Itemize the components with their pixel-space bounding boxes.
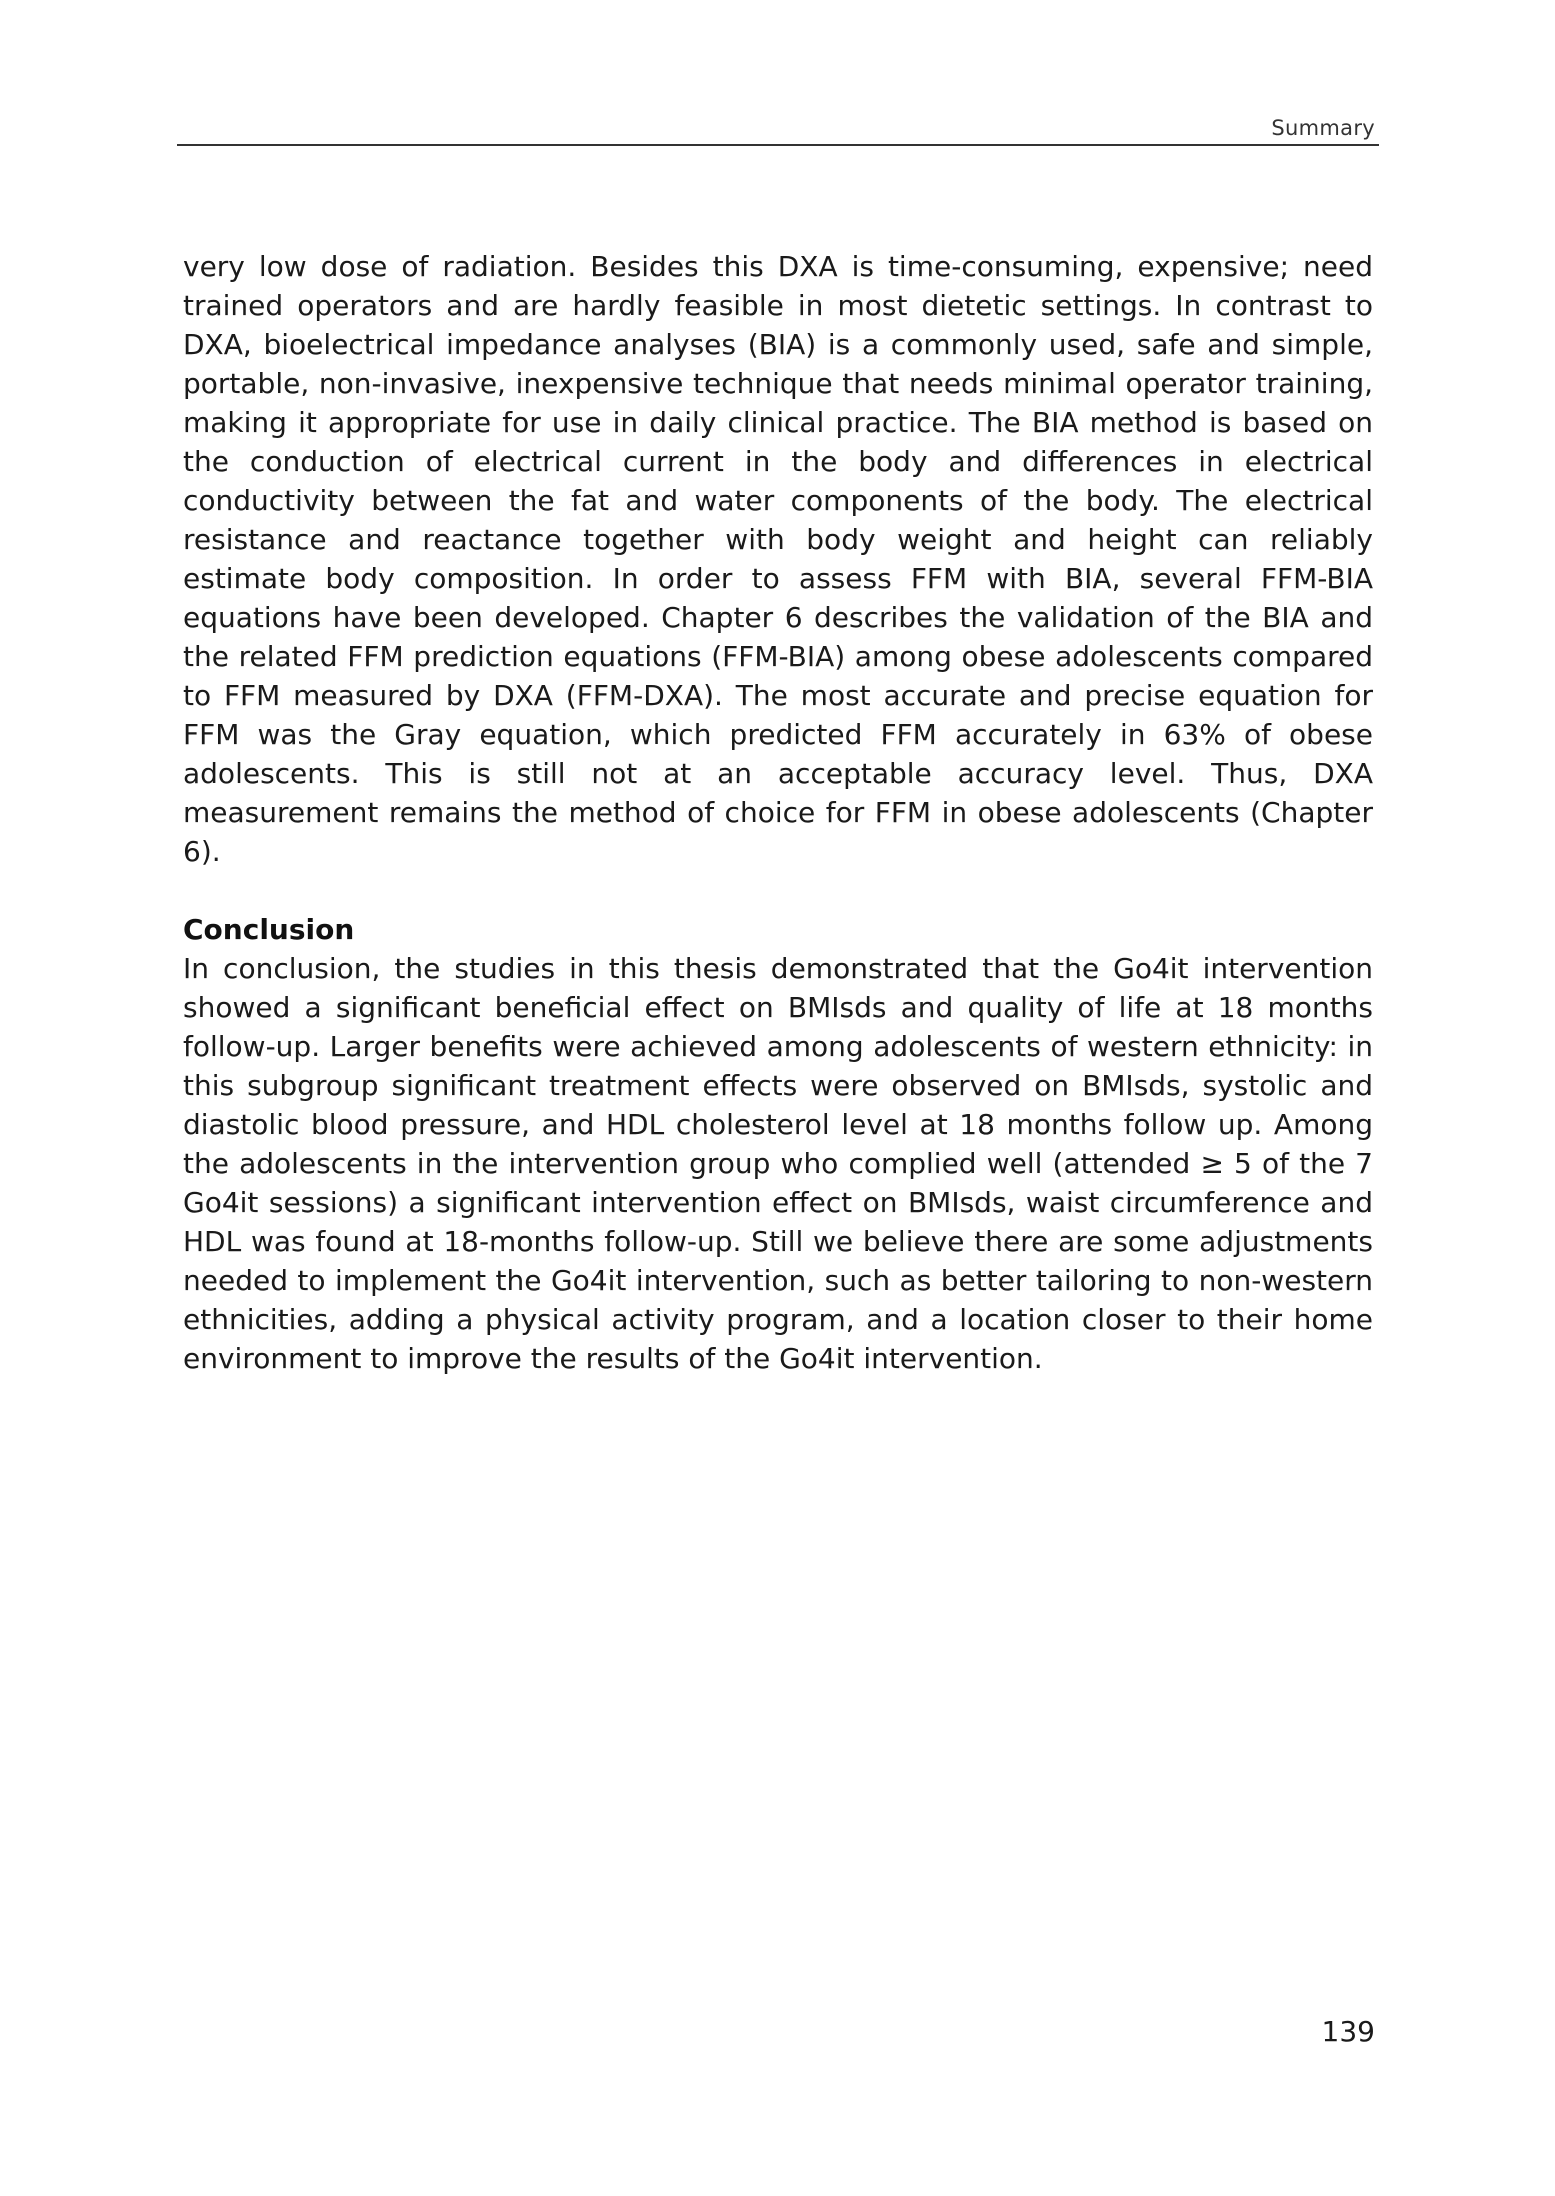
body-text <box>183 247 1373 1378</box>
page-number: 139 <box>1321 2015 1375 2048</box>
running-header-title: Summary <box>1271 116 1375 140</box>
running-header <box>177 112 1379 146</box>
paragraph-bia-validation: very low dose of radiation. Besides this DXA is time-consuming, expensive; need trained operators and are hardly feasible in most dietetic settings. In contrast to DXA, bioelectrical impedance analyses (BIA) is a commonly used, safe and simple, portable, non-invasive, inexpensive technique that needs minimal operator training, making it appropriate for use in daily clinical practice. The BIA method is based on the conduction of electrical current in the body and differences in electrical conductivity between the fat and water components of the body. The electrical resistance and reactance together with body weight and height can reliably estimate body composition. In order to assess FFM with BIA, several FFM-BIA equations have been developed. Chapter 6 describes the validation of the BIA and the related FFM prediction equations (FFM-BIA) among obese adolescents compared to FFM measured by DXA (FFM-DXA). The most accurate and precise equation for FFM was the Gray equation, which predicted FFM accurately in 63% of obese adolescents. This is still not at an acceptable accuracy level. Thus, DXA measurement remains the method of choice for FFM in obese adolescents (Chapter 6). <box>183 250 1373 868</box>
conclusion-heading: Conclusion <box>183 913 355 946</box>
paragraph-conclusion: In conclusion, the studies in this thesis demonstrated that the Go4it intervention showed a significant beneficial effect on BMIsds and quality of life at 18 months follow-up. Larger benefits were achieved among adolescents of western ethnicity: in this subgroup significant treatment effects were observed on BMIsds, systolic and diastolic blood pressure, and HDL cholesterol level at 18 months follow up. Among the adolescents in the intervention group who complied well (attended ≥ 5 of the 7 Go4it sessions) a significant intervention effect on BMIsds, waist circumference and HDL was found at 18-months follow-up. Still we believe there are some adjustments needed to implement the Go4it intervention, such as better tailoring to non-western ethnicities, adding a physical activity program, and a location closer to their home environment to improve the results of the Go4it intervention. <box>183 952 1373 1375</box>
